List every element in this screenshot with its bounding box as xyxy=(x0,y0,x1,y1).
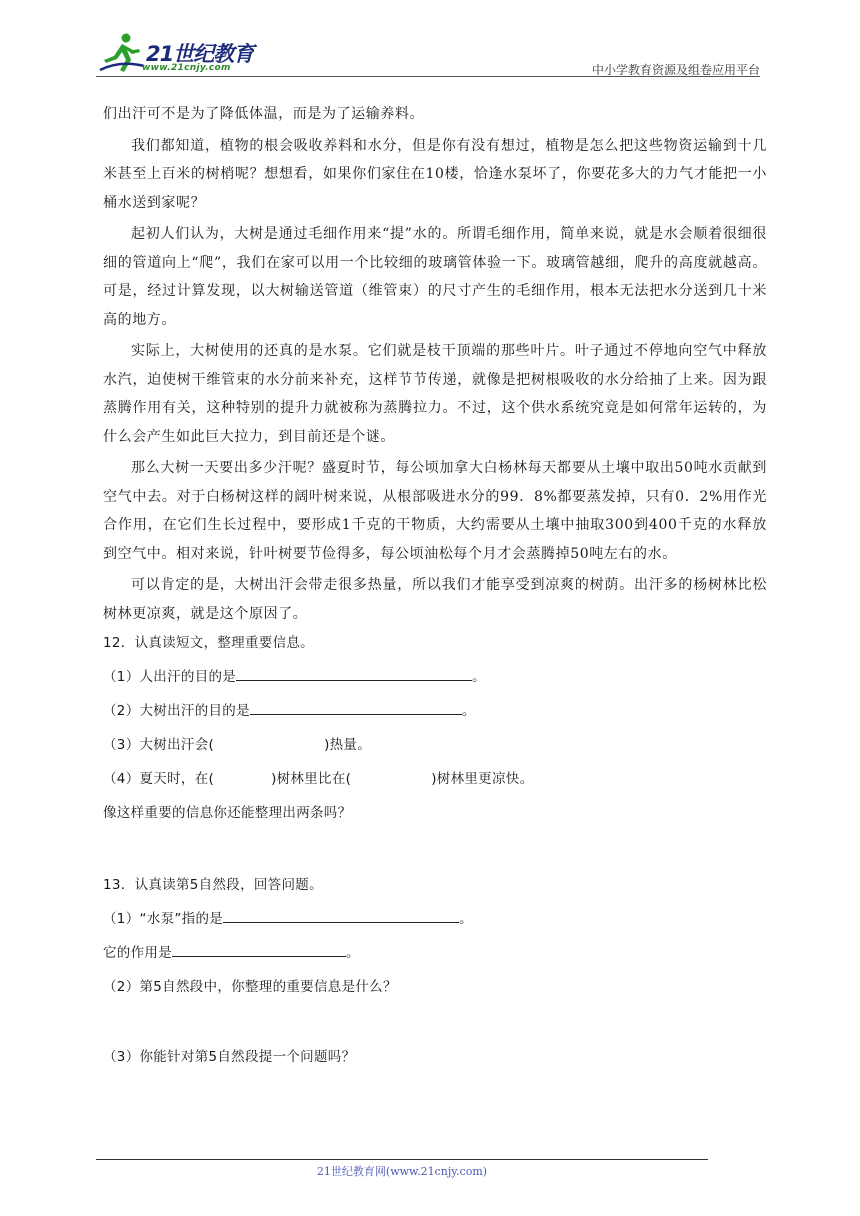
question-item xyxy=(103,762,767,796)
question-text: )树林里更凉快。 xyxy=(431,771,534,787)
question-12 xyxy=(103,626,767,864)
question-text: 。 xyxy=(346,945,360,961)
answer-blank[interactable] xyxy=(223,908,459,923)
answer-area[interactable] xyxy=(103,830,767,864)
passage-paragraph: 那么大树一天要出多少汗呢？盛夏时节，每公顷加拿大白杨林每天都要从土壤中取出50吨水贡献到空气中去。对于白杨树这样的阔叶树来说，从根部吸进水分的99．8%都要蒸发掉，只有0．2%用作光合作用，在它们生长过程中，要形成1千克的干物质，大约需要从土壤中抽取300到400千克的水释放到空气中。相对来说，针叶树要节俭得多，每公顷油松每个月才会蒸腾掉50吨左右的水。 xyxy=(103,460,767,562)
question-text: 。 xyxy=(472,669,486,685)
page-header xyxy=(96,30,760,78)
question-text: （2）大树出汗的目的是 xyxy=(103,703,250,719)
question-item: 像这样重要的信息你还能整理出两条吗？ xyxy=(103,805,352,821)
passage-paragraph: 我们都知道，植物的根会吸收养料和水分，但是你有没有想过，植物是怎么把这些物资运输到十几米甚至上百米的树梢呢？想想看，如果你们家住在10楼，恰逢水泵坏了，你要花多大的力气才能把一小桶水送到家呢？ xyxy=(103,137,767,211)
question-text: （3）大树出汗会( xyxy=(103,737,215,753)
passage-paragraph: 实际上，大树使用的还真的是水泵。它们就是枝干顶端的那些叶片。叶子通过不停地向空气中释放水汽，迫使树干维管束的水分前来补充，这样节节传递，就像是把树根吸收的水分给抽了上来。因为跟蒸腾作用有关，这种特别的提升力就被称为蒸腾拉力。不过，这个供水系统究竟是如何常年运转的，为什么会产生如此巨大拉力，到目前还是个谜。 xyxy=(103,343,767,445)
passage-paragraph: 起初人们认为，大树是通过毛细作用来“提”水的。所谓毛细作用，简单来说，就是水会顺着很细很细的管道向上“爬”，我们在家可以用一个比较细的玻璃管体验一下。玻璃管越细，爬升的高度就越高。可是，经过计算发现，以大树输送管道（维管束）的尺寸产生的毛细作用，根本无法把水分送到几十米高的地方。 xyxy=(103,226,767,328)
question-text: （4）夏天时，在( xyxy=(103,771,215,787)
question-item xyxy=(103,694,767,728)
question-text: 。 xyxy=(461,703,476,719)
question-13 xyxy=(103,868,767,1074)
logo-text: 21世纪教育 xyxy=(146,42,254,66)
question-text: )树林里比在( xyxy=(271,771,352,787)
question-item xyxy=(103,728,767,762)
runner-logo-icon xyxy=(96,30,148,78)
footer-divider xyxy=(96,1159,708,1160)
question-text: 。 xyxy=(459,911,473,927)
platform-name: 中小学教育资源及组卷应用平台 xyxy=(591,63,760,77)
question-text: )热量。 xyxy=(324,737,372,753)
question-text: 它的作用是 xyxy=(103,945,172,961)
question-title: 13．认真读第5自然段，回答问题。 xyxy=(103,877,323,893)
logo xyxy=(96,30,266,78)
passage-paragraph: 可以肯定的是，大树出汗会带走很多热量，所以我们才能享受到凉爽的树荫。出汗多的杨树林比松树林更凉爽，就是这个原因了。 xyxy=(103,577,767,622)
header-divider xyxy=(96,76,760,77)
question-item xyxy=(103,902,767,936)
passage-paragraph: 们出汗可不是为了降低体温，而是为了运输养料。 xyxy=(103,106,425,122)
answer-blank[interactable] xyxy=(172,942,346,957)
question-item: （3）你能针对第5自然段提一个问题吗？ xyxy=(103,1049,356,1065)
question-text: （1）人出汗的目的是 xyxy=(103,669,237,685)
answer-blank[interactable] xyxy=(250,700,462,715)
page-content xyxy=(103,100,767,1074)
question-title: 12．认真读短文，整理重要信息。 xyxy=(103,635,314,651)
logo-url: www.21cnjy.com xyxy=(142,63,231,73)
answer-blank[interactable] xyxy=(236,666,472,681)
question-item xyxy=(103,660,767,694)
answer-area[interactable] xyxy=(103,1004,767,1038)
question-text: （1）“水泵”指的是 xyxy=(103,911,224,927)
question-item xyxy=(103,936,767,970)
question-item: （2）第5自然段中，你整理的重要信息是什么？ xyxy=(103,979,397,995)
footer-text: 21世纪教育网(www.21cnjy.com) xyxy=(316,1165,488,1178)
